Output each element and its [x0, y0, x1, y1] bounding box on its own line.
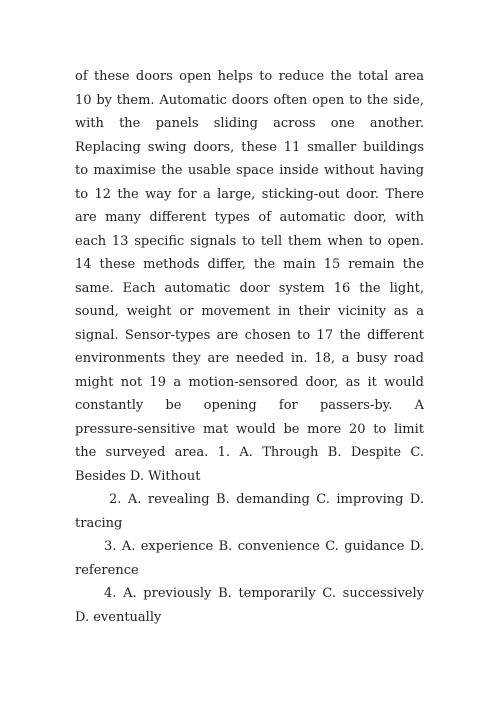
- question-3-options: reference: [75, 562, 139, 578]
- question-2-line: 2. A. revealing B. demanding C. improving D.: [109, 492, 424, 507]
- question-4-line: 4. A. previously B. temporarily C. successively: [104, 586, 424, 601]
- text-line: constantly be opening for passers-by. A: [75, 398, 424, 413]
- text-line: pressure-sensitive mat would be more 20 to limit: [75, 421, 424, 437]
- question-1-line: the surveyed area. 1. A. Through B. Despite C.: [75, 445, 424, 460]
- question-3-line: 3. A. experience B. convenience C. guidance D.: [104, 539, 424, 554]
- text-line: 14 these methods differ, the main 15 remain the: [75, 257, 424, 272]
- text-line: same. Each automatic door system 16 the light,: [75, 280, 424, 296]
- text-line: 10 by them. Automatic doors often open to the side,: [75, 92, 424, 108]
- document-body: [75, 65, 424, 629]
- text-line: to 12 the way for a large, sticking-out door. There: [75, 186, 424, 202]
- text-line: of these doors open helps to reduce the total area: [75, 69, 424, 84]
- question-2-options: tracing: [75, 515, 123, 531]
- text-line: environments they are needed in. 18, a busy road: [75, 351, 424, 366]
- text-line: to maximise the usable space inside without having: [75, 163, 424, 178]
- question-4-options: D. eventually: [75, 609, 162, 625]
- text-line: are many different types of automatic door, with: [75, 210, 424, 225]
- text-line: with the panels sliding across one another.: [75, 116, 424, 131]
- question-1-options: Besides D. Without: [75, 468, 201, 484]
- text-line: signal. Sensor-types are chosen to 17 the different: [75, 327, 424, 343]
- text-line: each 13 specific signals to tell them when to open.: [75, 233, 424, 249]
- text-line: Replacing swing doors, these 11 smaller buildings: [75, 139, 424, 155]
- text-line: sound, weight or movement in their vicinity as a: [75, 304, 424, 319]
- text-line: might not 19 a motion-sensored door, as it would: [75, 374, 424, 390]
